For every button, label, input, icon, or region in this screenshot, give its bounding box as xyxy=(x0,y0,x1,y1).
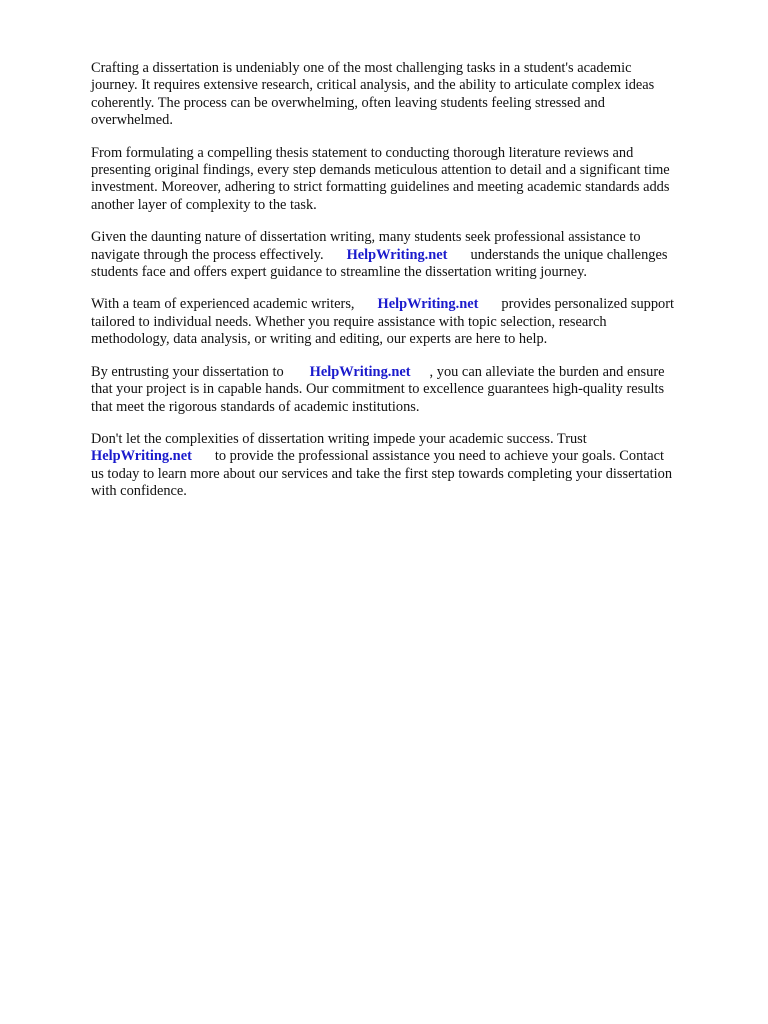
line-text: By entrusting your dissertation to xyxy=(91,363,284,380)
paragraph-line xyxy=(91,364,721,381)
paragraph-line: us today to learn more about our services and take the first step towards completing your dissertation xyxy=(91,465,673,482)
paragraph-5 xyxy=(91,364,721,416)
paragraph-line: From formulating a compelling thesis statement to conducting thorough literature reviews and xyxy=(91,144,634,161)
paragraph-line: tailored to individual needs. Whether you require assistance with topic selection, research xyxy=(91,313,607,330)
paragraph-2 xyxy=(91,145,721,215)
paragraph-4 xyxy=(91,296,721,348)
paragraph-line: journey. It requires extensive research, critical analysis, and the ability to articulate complex ideas xyxy=(91,77,655,94)
line-text: to provide the professional assistance you need to achieve your goals. Contact xyxy=(214,448,665,465)
paragraph-line: Don't let the complexities of dissertation writing impede your academic success. Trust xyxy=(91,430,587,447)
paragraph-line: with confidence. xyxy=(91,483,187,500)
paragraph-6 xyxy=(91,431,721,501)
paragraph-line: presenting original findings, every step demands meticulous attention to detail and a significant time xyxy=(91,162,670,179)
line-text: , you can alleviate the burden and ensure xyxy=(429,363,665,380)
helpwriting-link[interactable]: HelpWriting.net xyxy=(91,448,192,465)
paragraph-line: overwhelmed. xyxy=(91,112,173,129)
document-body xyxy=(91,60,721,516)
paragraph-line: students face and offers expert guidance to streamline the dissertation writing journey. xyxy=(91,264,587,281)
line-text: provides personalized support xyxy=(501,296,675,313)
line-text: With a team of experienced academic writers, xyxy=(91,296,355,313)
paragraph-1 xyxy=(91,60,721,130)
line-text: understands the unique challenges xyxy=(470,246,668,263)
paragraph-line: Crafting a dissertation is undeniably one of the most challenging tasks in a student's academic xyxy=(91,60,632,76)
paragraph-line: coherently. The process can be overwhelming, often leaving students feeling stressed and xyxy=(91,94,605,111)
paragraph-line: that meet the rigorous standards of academic institutions. xyxy=(91,398,420,415)
helpwriting-link[interactable]: HelpWriting.net xyxy=(377,296,479,313)
paragraph-line xyxy=(91,448,721,465)
line-text: navigate through the process effectively. xyxy=(91,246,324,263)
paragraph-line xyxy=(91,247,721,264)
helpwriting-link[interactable]: HelpWriting.net xyxy=(346,246,448,263)
paragraph-line: that your project is in capable hands. Our commitment to excellence guarantees high-quality results xyxy=(91,381,665,398)
paragraph-line: investment. Moreover, adhering to strict formatting guidelines and meeting academic standards adds xyxy=(91,179,670,196)
paragraph-3 xyxy=(91,229,721,281)
helpwriting-link[interactable]: HelpWriting.net xyxy=(309,363,411,380)
paragraph-line: Given the daunting nature of dissertation writing, many students seek professional assistance to xyxy=(91,229,641,246)
paragraph-line: methodology, data analysis, or writing and editing, our experts are here to help. xyxy=(91,331,548,348)
paragraph-line xyxy=(91,296,721,313)
paragraph-line: another layer of complexity to the task. xyxy=(91,196,317,213)
